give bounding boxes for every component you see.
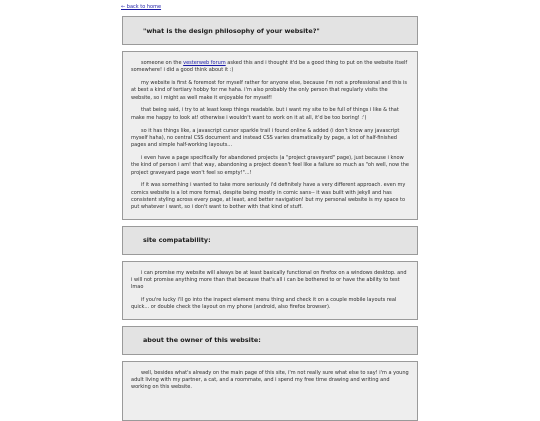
section-header-about-owner — [122, 326, 418, 355]
section-body-site-compatibility — [122, 261, 418, 320]
paragraph: so it has things like, a javascript cursor sparkle trail i found online & added (i don't know any javascript myself haha), no central CSS document and instead CSS varies dramatically by page, a lot of half-finished pages and simple half-working layouts... — [131, 127, 400, 149]
section-header-site-compatibility — [122, 226, 418, 255]
content-column — [122, 16, 418, 421]
paragraph: i can promise my website will always be at least basically functional on firefox on a windows desktop. and i will not promise anything more than that because that's all i can be bothered to or have the ability to test lmao — [131, 269, 407, 291]
paragraph: if you're lucky i'll go into the inspect element menu thing and check it on a couple mobile layouts real quick... or double check the layout on my phone (android, also firefox browser). — [131, 296, 397, 311]
section-body-design-philosophy — [122, 51, 418, 220]
paragraph: i even have a page specifically for abandoned projects (a "project graveyard" page), just because i know the kind of person i am! that way, abandoning a project doesn't feel like a failure so much as "oh well, now the project graveyard page won't feel so empty!"...! — [131, 154, 409, 176]
section-heading: about the owner of this website: — [143, 336, 261, 345]
section-heading: site compatability: — [143, 236, 211, 245]
section-body-about-owner — [122, 361, 418, 421]
paragraph: if it was something i wanted to take more seriously i'd definitely have a very different approach. even my comics website is a lot more formal, despite being mostly in comic sans-- it was built with jekyll and has consistent styling across every page, at least, and better navigation! but my personal website is my space to put whatever i want, so i don't want to bother with that kind of stuff. — [131, 182, 406, 211]
paragraph: my website is first & foremost for myself rather for anyone else, because i'm not a professional and this is at best a kind of tertiary hobby for me haha. i'm also probably the only person that regularly visits the website, so i might as well make it enjoyable for myself! — [131, 80, 408, 101]
paragraph: well, besides what's already on the main page of this site, i'm not really sure what else to say! i'm a young adult living with my partner, a cat, and a roommate, and i spend my free time drawing and writing and working on this website. — [131, 369, 409, 391]
paragraph: someone on the vesterweb forum asked this and i thought it'd be a good thing to put on the website itself somewhere! i did a good think about it :) — [131, 60, 408, 74]
paragraph: that being said, i try to at least keep things readable. but i want my site to be full of things i like & that make me happy to look at! otherwise i wouldn't want to work on it at all, it'd be too boring! :') — [131, 107, 399, 121]
vesterweb-forum-link[interactable]: vesterweb forum — [183, 60, 226, 66]
section-heading: "what is the design philosophy of your website?" — [143, 26, 320, 35]
back-to-home-link[interactable]: ← back to home — [121, 4, 162, 10]
section-header-design-philosophy — [122, 16, 418, 45]
